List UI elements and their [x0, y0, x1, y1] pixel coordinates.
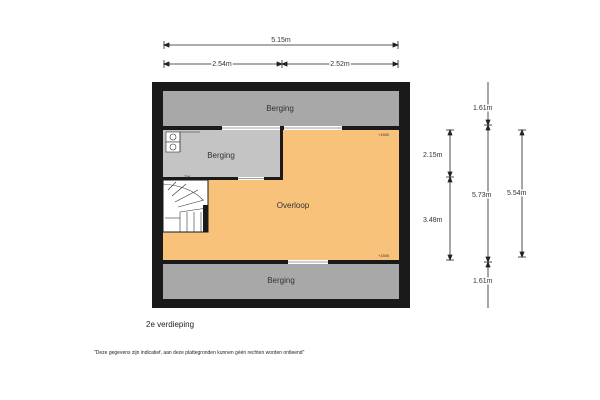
- dimension-label-height-middle-total: 5.73m: [472, 192, 492, 199]
- room-label-berging-top: Berging: [266, 104, 294, 113]
- dimension-label-width-left: 2.54m: [212, 61, 232, 68]
- dimension-split-widths: [164, 60, 398, 68]
- stair-post: [203, 205, 208, 232]
- floor-name: 2e verdieping: [146, 320, 195, 329]
- room-label-overloop: Overloop: [276, 201, 310, 210]
- dimension-label-height-top-storage: 1.61m: [473, 105, 493, 112]
- appliance-box-2: [166, 142, 180, 152]
- wall-top-inner: [163, 126, 399, 130]
- appliance-box-1: [166, 132, 180, 142]
- room-label-berging-bottom: Berging: [267, 276, 295, 285]
- room-label-berging-inner: Berging: [207, 151, 235, 160]
- dimension-label-overall-width: 5.15m: [271, 37, 291, 44]
- wall-inner-storage-right: [280, 130, 283, 180]
- dimension-label-height-landing: 3.48m: [423, 217, 443, 224]
- level-mark-bottom-right: +1500: [378, 253, 390, 258]
- disclaimer-text: "Deze gegevens zijn indicatief, aan deze plattegronden kunnen géén rechten worden ontleend": [94, 350, 305, 356]
- wall-bottom-inner: [163, 260, 399, 264]
- dimension-label-height-overall-right: 5.54m: [507, 190, 527, 197]
- stair-note: TW: [184, 174, 191, 179]
- dimension-label-height-bottom-storage: 1.61m: [473, 278, 493, 285]
- level-mark-top-right: +1500: [378, 132, 390, 137]
- dimension-label-width-right: 2.52m: [330, 61, 350, 68]
- dimension-label-height-inner-storage: 2.15m: [423, 152, 443, 159]
